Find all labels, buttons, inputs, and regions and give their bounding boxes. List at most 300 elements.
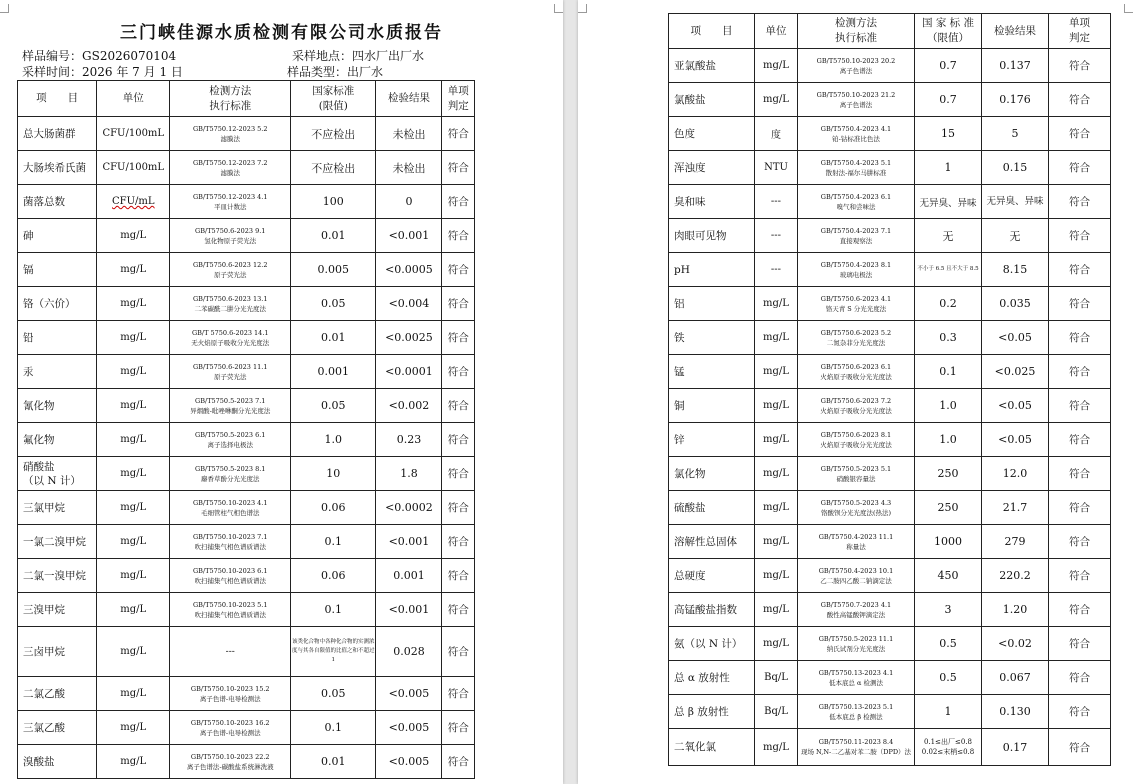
cell-judgement: 符合 [1049, 423, 1111, 457]
cell-unit: mg/L [755, 729, 798, 766]
cell-result: <0.002 [376, 389, 442, 423]
cell-method [798, 117, 915, 151]
cell-limit: 0.06 [291, 491, 376, 525]
sample-number-label: 样品编号： [22, 49, 83, 63]
header-limit-line2: (限值) [318, 99, 348, 112]
cell-judgement: 符合 [1049, 491, 1111, 525]
cell-result: <0.0005 [376, 253, 442, 287]
cell-item: 铜 [669, 389, 755, 423]
cell-limit: 0.1≤出厂≤0.8 0.02≤末梢≤0.8 [915, 729, 982, 766]
method-text [798, 158, 914, 178]
cell-unit: mg/L [755, 423, 798, 457]
method-name: 火焰原子吸收分光光度法 [820, 406, 892, 415]
cell-item: 硝酸盐 （以 N 计） [18, 457, 97, 491]
method-text [170, 464, 290, 484]
sample-place-value: 四水厂出厂水 [352, 49, 425, 63]
results-table-left [17, 80, 475, 779]
cell-unit: mg/L [755, 525, 798, 559]
cell-judgement: 符合 [442, 491, 475, 525]
cell-result: <0.0001 [376, 355, 442, 389]
cell-limit: 0.7 [915, 83, 982, 117]
cell-result: 1.20 [982, 593, 1049, 627]
cell-unit: --- [755, 185, 798, 219]
cell-result: 279 [982, 525, 1049, 559]
cell-item: 铝 [669, 287, 755, 321]
method-name: 乙二胺四乙酸二钠滴定法 [820, 576, 892, 585]
cell-method [798, 355, 915, 389]
cell-result: 21.7 [982, 491, 1049, 525]
method-name: 离子色谱-电导检测法 [199, 694, 261, 703]
sample-place [292, 47, 424, 64]
table-row [669, 219, 1111, 253]
cell-method [798, 627, 915, 661]
table-row [669, 423, 1111, 457]
method-text [170, 260, 290, 280]
cell-unit: mg/L [755, 593, 798, 627]
standard-code: GB/T5750.11-2023 8.4 [818, 738, 894, 746]
cell-method [798, 83, 915, 117]
cell-result: 未检出 [376, 117, 442, 151]
cell-limit: 无 [915, 219, 982, 253]
cell-method [798, 661, 915, 695]
page-corner-mark [1124, 4, 1133, 13]
cell-method [170, 457, 291, 491]
method-name: 离子色谱法 [839, 100, 873, 109]
cell-judgement: 符合 [1049, 525, 1111, 559]
cell-limit: 1 [915, 695, 982, 729]
cell-item: 溴酸盐 [18, 745, 97, 779]
cell-judgement: 符合 [442, 117, 475, 151]
sample-time-value: 2026 年 7 月 1 日 [82, 65, 183, 79]
cell-result: 220.2 [982, 559, 1049, 593]
cell-unit: mg/L [755, 627, 798, 661]
table-row [18, 185, 475, 219]
cell-item: 总大肠菌群 [18, 117, 97, 151]
method-name: 异烟酸-吡唑啉酮分光光度法 [190, 406, 271, 415]
standard-code: GB/T5750.5-2023 5.1 [820, 464, 892, 473]
method-name: 吹扫捕集气相色谱质谱法 [194, 610, 266, 619]
cell-judgement: 符合 [1049, 219, 1111, 253]
method-text [798, 600, 914, 620]
table-row [18, 677, 475, 711]
table-row [18, 559, 475, 593]
standard-code: GB/T5750.6-2023 5.2 [820, 328, 892, 337]
cell-item: 铁 [669, 321, 755, 355]
cell-judgement: 符合 [442, 287, 475, 321]
cell-item: 锰 [669, 355, 755, 389]
cell-item: 二氯乙酸 [18, 677, 97, 711]
method-name: 称量法 [846, 542, 866, 551]
table-row [18, 711, 475, 745]
table-row [18, 151, 475, 185]
standard-code: GB/T5750.4-2023 6.1 [820, 192, 892, 201]
method-text [798, 56, 914, 76]
cell-result: 0 [376, 185, 442, 219]
cell-method [170, 151, 291, 185]
method-text [798, 430, 914, 450]
table-row [18, 457, 475, 491]
cell-unit: CFU/100mL [97, 151, 170, 185]
cell-unit: mg/L [755, 321, 798, 355]
standard-code: GB/T5750.10-2023 22.2 [190, 752, 270, 761]
cell-judgement: 符合 [442, 745, 475, 779]
method-text [798, 464, 914, 484]
cell-result: <0.001 [376, 593, 442, 627]
cell-method [798, 287, 915, 321]
cell-limit: 450 [915, 559, 982, 593]
method-text [798, 362, 914, 382]
table-row [669, 151, 1111, 185]
method-name: 铂-钴标准比色法 [832, 134, 880, 143]
header-judge-line1: 单项 [1069, 17, 1090, 29]
cell-unit: mg/L [97, 457, 170, 491]
cell-method [798, 151, 915, 185]
table-row [18, 593, 475, 627]
cell-unit: mg/L [755, 49, 798, 83]
standard-code: GB/T5750.4-2023 4.1 [820, 124, 892, 133]
method-name: 纳氏试剂分光光度法 [826, 644, 886, 653]
cell-item: 总硬度 [669, 559, 755, 593]
cell-limit: 不应检出 [291, 151, 376, 185]
method-text [798, 498, 914, 518]
standard-code: GB/T5750.12-2023 4.1 [192, 192, 268, 201]
cell-item: 二氧化氯 [669, 729, 755, 766]
cell-item: 高锰酸盐指数 [669, 593, 755, 627]
cell-method [170, 219, 291, 253]
header-result: 检验结果 [376, 81, 442, 117]
table-row [18, 219, 475, 253]
table-row [669, 661, 1111, 695]
cell-result: <0.0025 [376, 321, 442, 355]
method-name: 氢化物原子荧光法 [204, 236, 257, 245]
cell-result: 0.001 [376, 559, 442, 593]
header-result: 检验结果 [982, 14, 1049, 49]
cell-unit: Bq/L [755, 695, 798, 729]
cell-judgement: 符合 [1049, 185, 1111, 219]
cell-unit: 度 [755, 117, 798, 151]
standard-code: GB/T5750.4-2023 11.1 [818, 532, 894, 541]
cell-method [798, 185, 915, 219]
cell-limit: 0.01 [291, 219, 376, 253]
cell-item: 汞 [18, 355, 97, 389]
cell-judgement: 符合 [442, 389, 475, 423]
cell-result: 12.0 [982, 457, 1049, 491]
cell-limit: 0.05 [291, 287, 376, 321]
page-corner-mark [554, 4, 563, 13]
cell-unit: mg/L [97, 711, 170, 745]
cell-item: 总 β 放射性 [669, 695, 755, 729]
cell-judgement: 符合 [442, 355, 475, 389]
cell-judgement: 符合 [442, 219, 475, 253]
cell-limit: 250 [915, 457, 982, 491]
cell-item: 铅 [18, 321, 97, 355]
sample-type-value: 出厂水 [347, 65, 384, 79]
standard-code: GB/T5750.10-2023 4.1 [192, 498, 268, 507]
table-row [669, 389, 1111, 423]
cell-limit: 0.05 [291, 677, 376, 711]
cell-item: 总 α 放射性 [669, 661, 755, 695]
cell-limit: 0.1 [291, 593, 376, 627]
method-name: 麝香草酚分光光度法 [200, 474, 260, 483]
method-name: 滤膜法 [220, 168, 240, 177]
cell-unit: mg/L [97, 423, 170, 457]
header-unit: 单位 [97, 81, 170, 117]
cell-judgement: 符合 [1049, 695, 1111, 729]
cell-result: 8.15 [982, 253, 1049, 287]
standard-code: GB/T5750.5-2023 4.3 [820, 498, 892, 507]
method-name: 火焰原子吸收分光光度法 [820, 440, 892, 449]
method-name: 离子色谱法 [839, 66, 873, 75]
cell-judgement: 符合 [1049, 355, 1111, 389]
cell-item: 三氯乙酸 [18, 711, 97, 745]
cell-judgement: 符合 [1049, 49, 1111, 83]
cell-item: 锌 [669, 423, 755, 457]
cell-method [798, 423, 915, 457]
table-row [669, 627, 1111, 661]
cell-limit: 0.06 [291, 559, 376, 593]
cell-result: 0.23 [376, 423, 442, 457]
cell-limit: 1000 [915, 525, 982, 559]
cell-limit: 0.1 [291, 525, 376, 559]
standard-code: GB/T5750.12-2023 5.2 [192, 124, 268, 133]
table-row [669, 729, 1111, 766]
cell-item: 色度 [669, 117, 755, 151]
standard-code: GB/T5750.12-2023 7.2 [192, 158, 268, 167]
table-row [18, 287, 475, 321]
cell-result: <0.001 [376, 525, 442, 559]
method-text [170, 718, 290, 738]
cell-judgement: 符合 [1049, 593, 1111, 627]
cell-unit: mg/L [97, 355, 170, 389]
standard-code: GB/T5750.13-2023 5.1 [818, 702, 894, 711]
cell-method [170, 491, 291, 525]
cell-judgement: 符合 [442, 321, 475, 355]
table-row [18, 389, 475, 423]
method-name: 玻璃电极法 [839, 270, 873, 279]
cell-judgement: 符合 [442, 711, 475, 745]
cell-judgement: 符合 [442, 151, 475, 185]
table-row [669, 287, 1111, 321]
method-name: 二氮杂菲分光光度法 [826, 338, 886, 347]
standard-code: GB/T5750.10-2023 5.1 [192, 600, 268, 609]
cell-judgement: 符合 [442, 627, 475, 677]
cell-method [170, 711, 291, 745]
method-text [170, 158, 290, 178]
cell-method [798, 389, 915, 423]
cell-unit: mg/L [97, 491, 170, 525]
method-text [170, 430, 290, 450]
standard-code: GB/T5750.6-2023 12.2 [192, 260, 268, 269]
cell-result: <0.005 [376, 677, 442, 711]
cell-unit: mg/L [755, 389, 798, 423]
sample-place-label: 采样地点： [292, 49, 353, 63]
cell-result: 无异臭、异味 [982, 185, 1049, 219]
method-text [798, 668, 914, 688]
cell-method [170, 593, 291, 627]
method-name: 吹扫捕集气相色谱质谱法 [194, 576, 266, 585]
cell-judgement: 符合 [442, 423, 475, 457]
cell-judgement: 符合 [442, 457, 475, 491]
method-name: 散射法-福尔马肼标准 [825, 168, 887, 177]
table-row [669, 491, 1111, 525]
cell-result: 无 [982, 219, 1049, 253]
cell-unit: mg/L [755, 355, 798, 389]
cell-unit: mg/L [755, 491, 798, 525]
sample-type-label: 样品类型： [287, 65, 348, 79]
cell-limit: 0.005 [291, 253, 376, 287]
cell-result: <0.004 [376, 287, 442, 321]
cell-result: <0.05 [982, 423, 1049, 457]
method-text [170, 226, 290, 246]
cell-result: <0.005 [376, 711, 442, 745]
standard-code: GB/T5750.10-2023 20.2 [816, 56, 896, 65]
cell-unit: mg/L [97, 389, 170, 423]
method-name: 原子荧光法 [213, 270, 247, 279]
cell-limit: 100 [291, 185, 376, 219]
cell-unit: mg/L [755, 559, 798, 593]
cell-method [170, 117, 291, 151]
cell-unit: mg/L [97, 559, 170, 593]
header-judge-line2: 判定 [1069, 32, 1090, 44]
cell-judgement: 符合 [1049, 457, 1111, 491]
cell-judgement: 符合 [1049, 151, 1111, 185]
standard-code: GB/T5750.6-2023 7.2 [820, 396, 892, 405]
cell-unit: CFU/mL [97, 185, 170, 219]
cell-item: pH [669, 253, 755, 287]
method-name: 直接观察法 [839, 236, 873, 245]
cell-judgement: 符合 [1049, 389, 1111, 423]
cell-limit: 0.2 [915, 287, 982, 321]
cell-unit: mg/L [97, 321, 170, 355]
cell-limit: 1.0 [915, 423, 982, 457]
cell-method [798, 593, 915, 627]
cell-limit: 10 [291, 457, 376, 491]
standard-code: GB/T 5750.6-2023 14.1 [191, 328, 269, 337]
standard-code: GB/T5750.5-2023 7.1 [195, 396, 266, 405]
table-row [18, 321, 475, 355]
cell-method [798, 695, 915, 729]
method-name: 低本底总 α 检测法 [828, 678, 884, 687]
standard-code: GB/T5750.6-2023 8.1 [820, 430, 892, 439]
header-method-line1: 检测方法 [209, 84, 252, 97]
header-unit: 单位 [755, 14, 798, 49]
cell-method [170, 423, 291, 457]
cell-result: <0.001 [376, 219, 442, 253]
method-name: 平皿计数法 [213, 202, 247, 211]
header-method [170, 81, 291, 117]
header-limit-line1: 国 家 标 准 [921, 17, 974, 29]
cell-judgement: 符合 [1049, 287, 1111, 321]
cell-item: 三卤甲烷 [18, 627, 97, 677]
cell-result: <0.025 [982, 355, 1049, 389]
method-name: 铬天青 S 分光光度法 [825, 304, 887, 313]
table-row [669, 593, 1111, 627]
cell-limit: 1.0 [291, 423, 376, 457]
cell-item: 氯酸盐 [669, 83, 755, 117]
cell-item: 氨（以 N 计） [669, 627, 755, 661]
standard-code: GB/T5750.4-2023 5.1 [820, 158, 892, 167]
method-text [798, 532, 914, 552]
cell-result: 0.137 [982, 49, 1049, 83]
cell-item: 三溴甲烷 [18, 593, 97, 627]
cell-unit: Bq/L [755, 661, 798, 695]
cell-limit: 该类化合物中各种化合物的实测浓度与其各自限值的比值之和不超过 1 [291, 627, 376, 677]
header-judge-line1: 单项 [447, 84, 469, 97]
cell-result: 0.176 [982, 83, 1049, 117]
cell-method [798, 525, 915, 559]
cell-limit: 0.5 [915, 627, 982, 661]
cell-item: 肉眼可见物 [669, 219, 755, 253]
cell-method [170, 355, 291, 389]
header-method-line1: 检测方法 [835, 17, 877, 29]
cell-result: 0.067 [982, 661, 1049, 695]
cell-unit: mg/L [97, 287, 170, 321]
standard-code: --- [225, 646, 235, 657]
method-name: 离子色谱法-碳酸盐系统淋洗液 [186, 762, 274, 771]
cell-result: 1.8 [376, 457, 442, 491]
cell-judgement: 符合 [1049, 321, 1111, 355]
standard-code: GB/T5750.6-2023 6.1 [820, 362, 892, 371]
cell-judgement: 符合 [442, 185, 475, 219]
cell-unit: --- [755, 253, 798, 287]
header-limit-line1: 国家标准 [312, 84, 355, 97]
cell-unit: mg/L [755, 83, 798, 117]
method-name: 铬酸钡分光光度法(热法) [820, 508, 892, 517]
method-text [798, 124, 914, 144]
method-name: 毛细管柱气相色谱法 [200, 508, 260, 517]
method-text [170, 566, 290, 586]
standard-code: GB/T5750.5-2023 6.1 [195, 430, 266, 439]
header-method-line2: 执行标准 [209, 99, 252, 112]
cell-method [170, 321, 291, 355]
method-text [170, 600, 290, 620]
standard-code: GB/T5750.6-2023 11.1 [192, 362, 268, 371]
method-text [170, 647, 290, 657]
results-table-right [668, 13, 1111, 766]
method-text [798, 294, 914, 314]
cell-result: 0.15 [982, 151, 1049, 185]
cell-limit: 0.1 [915, 355, 982, 389]
cell-item: 浑浊度 [669, 151, 755, 185]
method-name: 无火焰原子吸收分光光度法 [191, 338, 270, 347]
page-corner-mark [578, 4, 587, 13]
cell-result: 未检出 [376, 151, 442, 185]
cell-limit: 0.5 [915, 661, 982, 695]
cell-unit: mg/L [97, 253, 170, 287]
cell-limit: 1.0 [915, 389, 982, 423]
cell-limit: 0.01 [291, 745, 376, 779]
cell-judgement: 符合 [1049, 253, 1111, 287]
cell-item: 砷 [18, 219, 97, 253]
cell-unit: CFU/100mL [97, 117, 170, 151]
cell-unit: NTU [755, 151, 798, 185]
cell-method [798, 491, 915, 525]
method-name: 火焰原子吸收分光光度法 [820, 372, 892, 381]
cell-result: <0.0002 [376, 491, 442, 525]
cell-limit: 不小于 6.5 且不大于 8.5 [915, 253, 982, 287]
method-name: 离子色谱-电导检测法 [199, 728, 261, 737]
header-judge-line2: 判定 [447, 99, 469, 112]
standard-code: GB/T5750.6-2023 4.1 [820, 294, 892, 303]
cell-unit: mg/L [97, 525, 170, 559]
table-row [18, 627, 475, 677]
cell-method [170, 287, 291, 321]
table-row [18, 253, 475, 287]
cell-limit: 0.1 [291, 711, 376, 745]
report-page-2 [578, 0, 1133, 784]
cell-unit: mg/L [97, 593, 170, 627]
cell-method [798, 729, 915, 766]
